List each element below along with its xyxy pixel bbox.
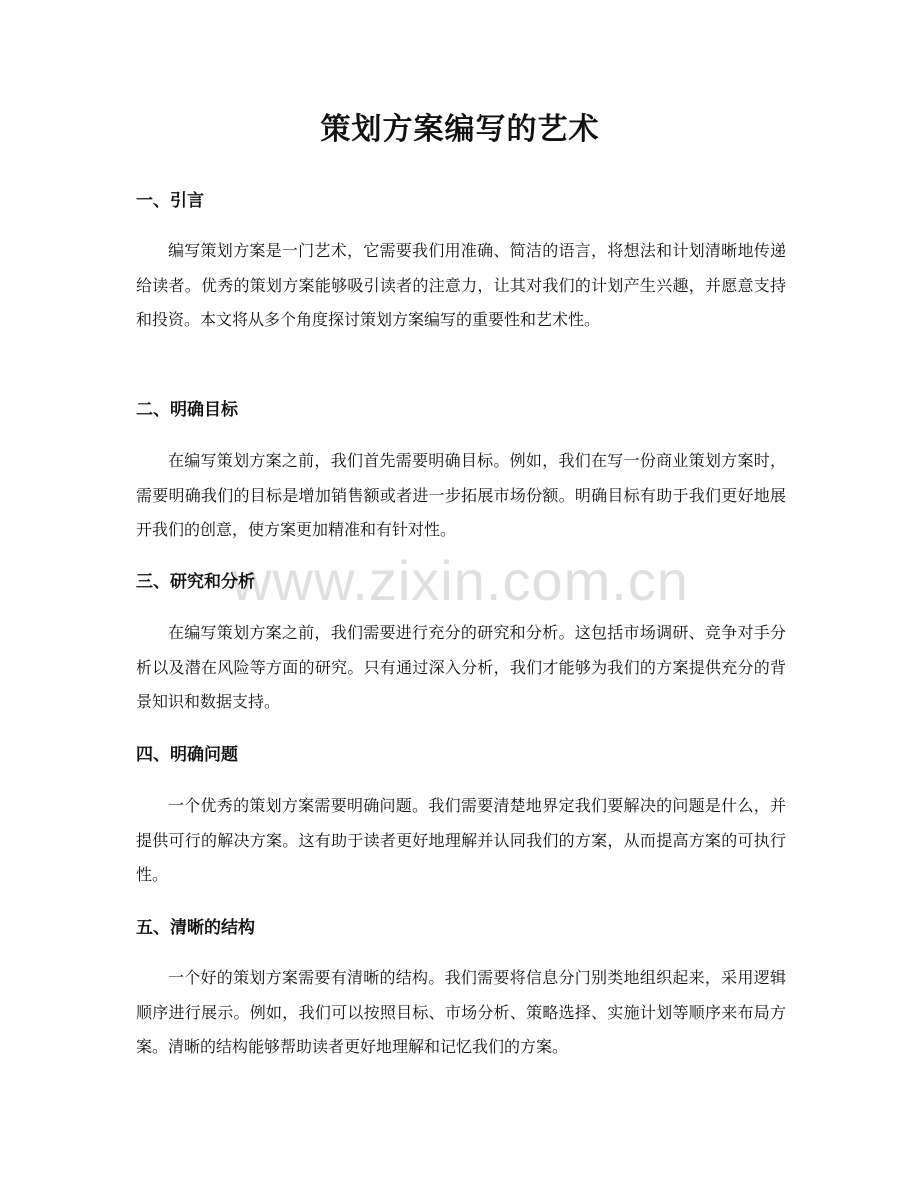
document-title: 策划方案编写的艺术 — [320, 112, 600, 147]
section-paragraph-introduction: 编写策划方案是一门艺术，它需要我们用准确、简洁的语言，将想法和计划清晰地传递给读者。优秀的策划方案能够吸引读者的注意力，让其对我们的计划产生兴趣，并愿意支持和投资。本文将从多个角度探讨策划方案编写的重要性和艺术性。 — [136, 241, 786, 329]
section-paragraph-research-analysis: 在编写策划方案之前，我们需要进行充分的研究和分析。这包括市场调研、竞争对手分析以及潜在风险等方面的研究。只有通过深入分析，我们才能够为我们的方案提供充分的背景知识和数据支持。 — [136, 623, 786, 711]
section-heading-clear-structure: 五、清晰的结构 — [136, 918, 255, 938]
section-paragraph-clear-problem: 一个优秀的策划方案需要明确问题。我们需要清楚地界定我们要解决的问题是什么，并提供可行的解决方案。这有助于读者更好地理解并认同我们的方案，从而提高方案的可执行性。 — [136, 796, 786, 884]
section-heading-clear-problem: 四、明确问题 — [136, 745, 238, 765]
watermark-text: www.zixin.com.cn — [231, 549, 689, 612]
section-paragraph-clear-goals: 在编写策划方案之前，我们首先需要明确目标。例如，我们在写一份商业策划方案时，需要明确我们的目标是增加销售额或者进一步拓展市场份额。明确目标有助于我们更好地展开我们的创意，使方案更加精准和有针对性。 — [136, 451, 786, 539]
section-heading-introduction: 一、引言 — [136, 191, 204, 211]
section-heading-clear-goals: 二、明确目标 — [136, 400, 238, 420]
section-paragraph-clear-structure: 一个好的策划方案需要有清晰的结构。我们需要将信息分门别类地组织起来，采用逻辑顺序进行展示。例如，我们可以按照目标、市场分析、策略选择、实施计划等顺序来布局方案。清晰的结构能够帮助读者更好地理解和记忆我们的方案。 — [136, 968, 786, 1056]
section-heading-research-analysis: 三、研究和分析 — [136, 572, 255, 592]
